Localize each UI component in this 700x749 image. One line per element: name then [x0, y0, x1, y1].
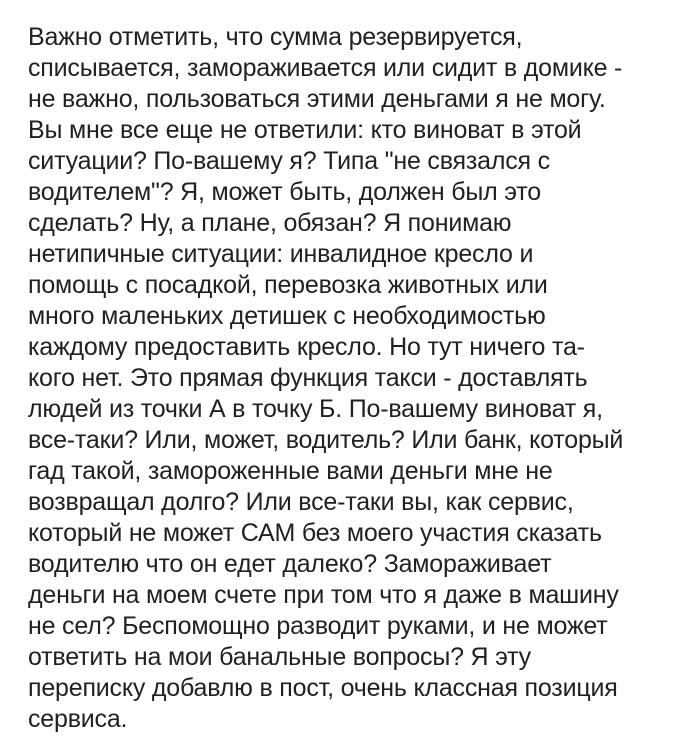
message-line: не важно, пользоваться этими деньгами я не могу. — [28, 85, 606, 113]
message-line: возвращал долго? Или все-таки вы, как сервис, — [28, 488, 574, 516]
message-line: переписку добавлю в пост, очень классная позиция — [28, 674, 618, 702]
message-line: много маленьких детишек с необходимостью — [28, 302, 546, 330]
message-line: водителю что он едет далеко? Замораживает — [28, 550, 552, 578]
message-line: сервиса. — [28, 705, 128, 733]
message-line: водителем"? Я, может быть, должен был это — [28, 178, 541, 206]
message-line: не сел? Беспомощно разводит руками, и не может — [28, 612, 608, 640]
message-line: людей из точки А в точку Б. По-вашему виноват я, — [28, 395, 603, 423]
message-line: все-таки? Или, может, водитель? Или банк, который — [28, 426, 624, 454]
message-line: Вы мне все еще не ответили: кто виноват в этой — [28, 116, 582, 144]
message-line: ответить на мои банальные вопросы? Я эту — [28, 643, 531, 671]
message-line: помощь с посадкой, перевозка животных или — [28, 271, 548, 299]
message-text — [28, 22, 688, 735]
message-line: нетипичные ситуации: инвалидное кресло и — [28, 240, 534, 268]
message-line: деньги на моем счете при том что я даже в машину — [28, 581, 619, 609]
message-line: списывается, замораживается или сидит в домике - — [28, 54, 623, 82]
message-line: Важно отметить, что сумма резервируется, — [28, 23, 523, 51]
message-line: сделать? Ну, а плане, обязан? Я понимаю — [28, 209, 512, 237]
message-line: кого нет. Это прямая функция такси - доставлять — [28, 364, 588, 392]
message-line: ситуации? По-вашему я? Типа "не связался с — [28, 147, 550, 175]
message-line: который не может САМ без моего участия сказать — [28, 519, 602, 547]
message-line: каждому предоставить кресло. Но тут ничего та- — [28, 333, 585, 361]
message-line: гад такой, замороженные вами деньги мне не — [28, 457, 553, 485]
